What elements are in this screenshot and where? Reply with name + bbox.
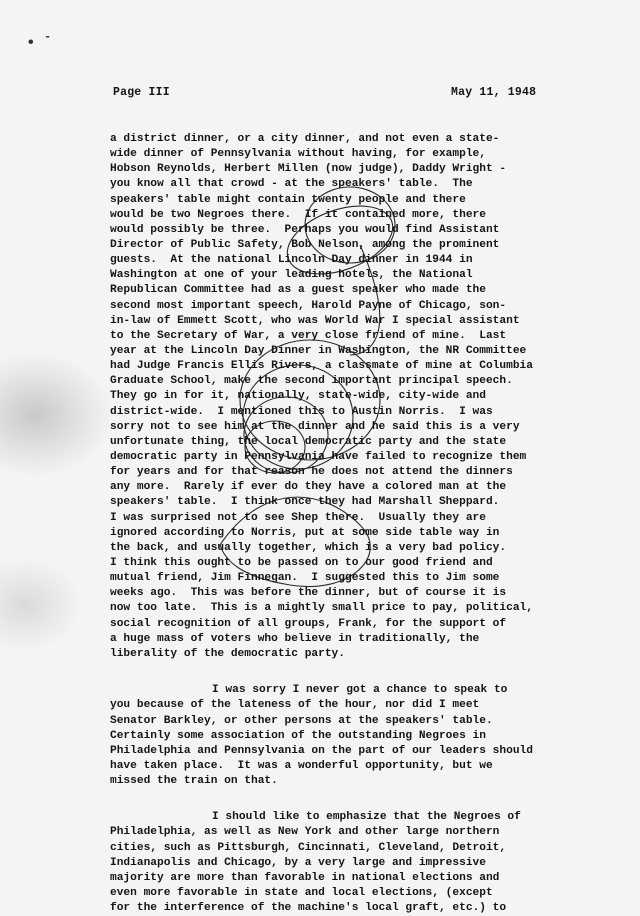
text-line: even more favorable in state and local elections, (except: [110, 887, 493, 899]
text-line: now too late. This is a mightly small price to pay, political,: [110, 602, 533, 615]
text-line: guests. At the national Lincoln Day dinner in 1944 in: [110, 254, 473, 267]
text-line: year at the Lincoln Day Dinner in Washington, the NR Committee: [110, 344, 527, 357]
text-line: district-wide. I mentioned this to Austin Norris. I was: [110, 405, 493, 418]
text-line: a huge mass of voters who believe in traditionally, the: [110, 632, 480, 645]
text-line: in-law of Emmett Scott, who was World War I special assistant: [110, 314, 520, 327]
ink-smudge: [0, 560, 80, 650]
letter-date: May 11, 1948: [451, 86, 537, 99]
text-line: ignored according to Norris, put at some side table way in: [110, 526, 500, 539]
text-line: speakers' table. I think once they had Marshall Sheppard.: [110, 496, 500, 509]
text-line: for years and for that reason he does not attend the dinners: [110, 466, 513, 479]
text-line: liberality of the democratic party.: [110, 647, 345, 660]
page-number: Page III: [113, 86, 170, 99]
text-line: missed the train on that.: [110, 775, 278, 788]
text-line: Senator Barkley, or other persons at the speakers' table.: [110, 714, 493, 727]
text-line: I was sorry I never got a chance to speak to: [212, 684, 508, 697]
text-line: I should like to emphasize that the Negroes of: [212, 811, 521, 824]
text-line: weeks ago. This was before the dinner, but of course it is: [110, 587, 507, 600]
text-line: majority are more than favorable in national elections and: [110, 871, 500, 884]
text-line: wide dinner of Pennsylvania without having, for example,: [110, 148, 486, 161]
text-line: had Judge Francis Ellis Rivers, a classmate of mine at Columbia: [110, 360, 533, 373]
text-line: They go in for it, nationally, state-wide, city-wide and: [110, 390, 486, 403]
text-line: Republican Committee had as a guest speaker who made the: [110, 284, 486, 297]
body-paragraph-2: [110, 683, 580, 789]
text-line: the back, and usually together, which is a very bad policy.: [110, 541, 507, 554]
text-line: for the interference of the machine's local graft, etc.) to: [110, 902, 507, 915]
punch-mark: ‐: [44, 30, 52, 44]
text-line: any more. Rarely if ever do they have a colored man at the: [110, 481, 507, 494]
text-line: I was surprised not to see Shep there. Usually they are: [110, 511, 486, 524]
body-paragraph-1: [110, 132, 580, 662]
text-line: mutual friend, Jim Finnegan. I suggested this to Jim some: [110, 572, 500, 585]
ink-smudge: [0, 355, 110, 475]
text-line: would possibly be three. Perhaps you would find Assistant: [110, 223, 500, 236]
text-line: Hobson Reynolds, Herbert Millen (now judge), Daddy Wright -: [110, 163, 507, 176]
text-line: Philadelphia, as well as New York and other large northern: [110, 826, 500, 839]
text-line: to the Secretary of War, a very close friend of mine. Last: [110, 329, 507, 342]
text-line: Washington at one of your leading hotels, the National: [110, 269, 473, 282]
text-line: Philadelphia and Pennsylvania on the part of our leaders should: [110, 744, 533, 757]
text-line: I think this ought to be passed on to our good friend and: [110, 556, 493, 569]
text-line: you because of the lateness of the hour, nor did I meet: [110, 699, 480, 712]
text-line: a district dinner, or a city dinner, and not even a state-: [110, 133, 500, 145]
punch-mark: •: [26, 34, 36, 52]
text-line: Certainly some association of the outstanding Negroes in: [110, 729, 486, 742]
text-line: cities, such as Pittsburgh, Cincinnati, Cleveland, Detroit,: [110, 841, 507, 854]
text-line: you know all that crowd - at the speakers' table. The: [110, 178, 473, 191]
text-line: Graduate School, make the second important principal speech.: [110, 375, 513, 388]
text-line: unfortunate thing, the local democratic party and the state: [110, 435, 507, 448]
text-line: sorry not to see him at the dinner and he said this is a very: [110, 420, 520, 433]
text-line: democratic party in Pennsylvania have failed to recognize them: [110, 450, 527, 463]
text-line: social recognition of all groups, Frank, for the support of: [110, 617, 507, 630]
text-line: would be two Negroes there. If it contained more, there: [110, 208, 486, 221]
text-line: second most important speech, Harold Payne of Chicago, son-: [110, 299, 507, 312]
text-line: Indianapolis and Chicago, by a very large and impressive: [110, 856, 486, 869]
body-paragraph-3: [110, 810, 580, 916]
text-line: Director of Public Safety, Bob Nelson, among the prominent: [110, 238, 500, 251]
text-line: have taken place. It was a wonderful opportunity, but we: [110, 759, 493, 772]
text-line: speakers' table might contain twenty people and there: [110, 193, 466, 206]
